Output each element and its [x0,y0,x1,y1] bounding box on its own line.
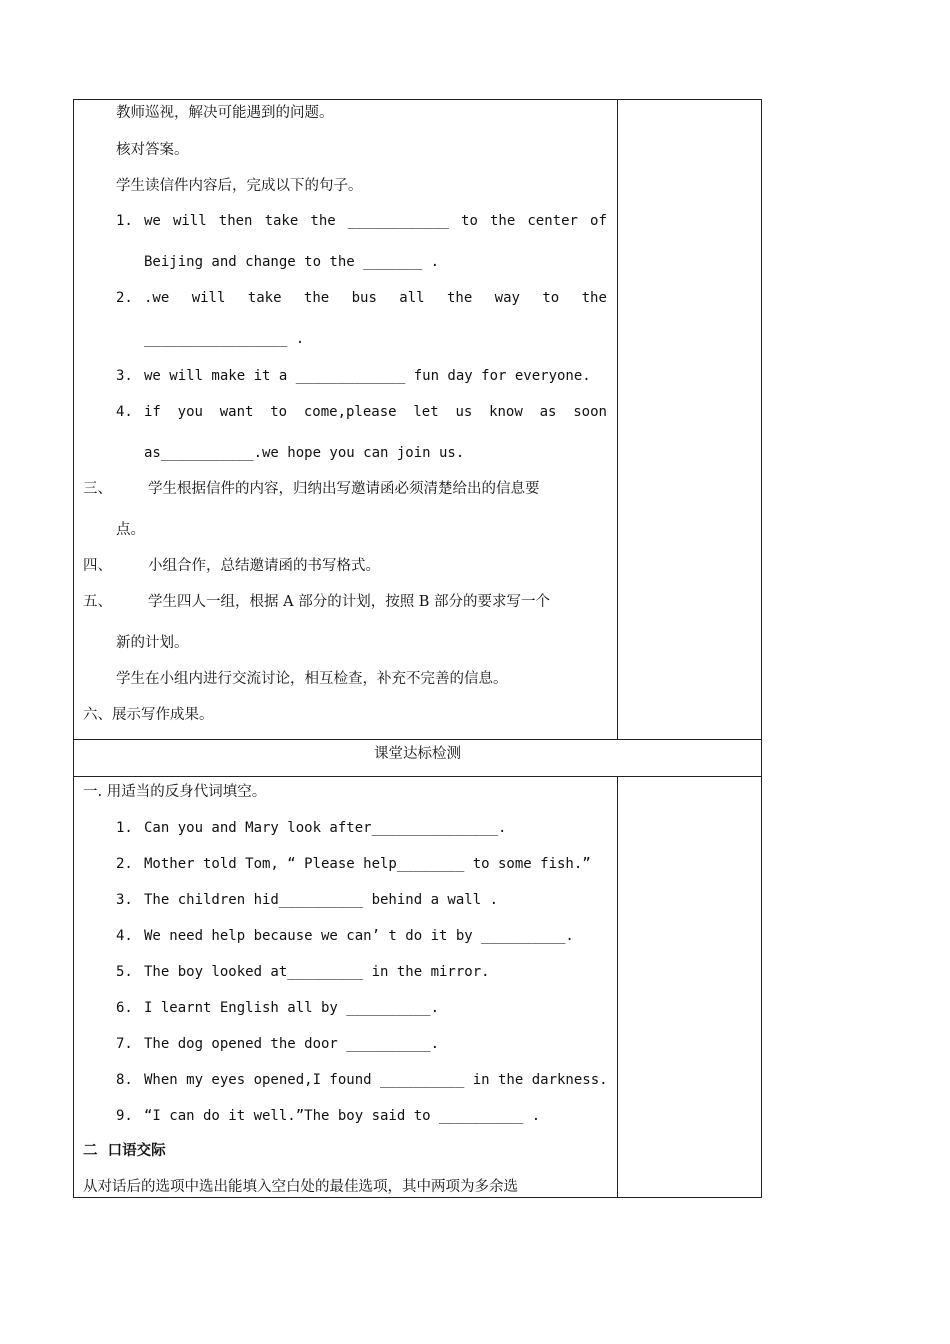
exercise-sentence: I learnt English all by __________. [144,1000,440,1016]
oral-communication-instructions: 从对话后的选项中选出能填入空白处的最佳选项，其中两项为多余选 [83,1179,518,1195]
sentence-4-line-b: as___________.we hope you can join us. [144,445,465,461]
section-3-text-cont: 点。 [116,522,145,538]
item-number: 3. [116,368,133,384]
sentence-4-line-a: if you want to come,please let us know as soon [144,404,607,420]
section-4-number: 四、 [83,558,112,574]
section-5-text-cont: 新的计划。 [116,635,189,651]
sentence-2-line-a: .we will take the bus all the way to the [144,290,607,306]
item-number: 7. [116,1036,133,1052]
item-number: 4. [116,404,133,420]
section-3-number: 三、 [83,481,112,497]
section-5-text: 学生四人一组，根据 A 部分的计划，按照 B 部分的要求写一个 [148,594,551,610]
text-read-letter: 学生读信件内容后，完成以下的句子。 [116,178,363,194]
text-check-answers: 核对答案。 [116,142,189,158]
sentence-2-line-b: _________________ . [144,331,305,347]
reflexive-pronoun-heading: 一. 用适当的反身代词填空。 [83,784,267,800]
column-divider-top [617,99,618,739]
row-divider-1 [73,739,762,740]
item-number: 8. [116,1072,133,1088]
item-number: 4. [116,928,133,944]
exercise-sentence: Can you and Mary look after_______________. [144,820,507,836]
text-teacher-patrol: 教师巡视，解决可能遇到的问题。 [116,105,334,121]
item-number: 9. [116,1108,133,1124]
item-number: 1. [116,213,133,229]
section-title: 课堂达标检测 [374,746,461,762]
item-number: 1. [116,820,133,836]
row-divider-2 [73,776,762,777]
section-5-number: 五、 [83,594,112,610]
column-divider-bottom [617,776,618,1198]
item-number: 2. [116,856,133,872]
item-number: 2. [116,290,133,306]
exercise-sentence: The dog opened the door __________. [144,1036,440,1052]
sentence-3: we will make it a _____________ fun day for everyone. [144,368,591,384]
section-6-text: 六、展示写作成果。 [83,707,214,723]
exercise-sentence: We need help because we can’ t do it by __________. [144,928,574,944]
sentence-1-line-a: we will then take the ____________ to the center of [144,213,607,229]
section-4-text: 小组合作，总结邀请函的书写格式。 [148,558,380,574]
exercise-sentence: The children hid__________ behind a wall . [144,892,499,908]
exercise-sentence: Mother told Tom, “ Please help________ to some fish.” [144,856,591,872]
section-3-text: 学生根据信件的内容，归纳出写邀请函必须清楚给出的信息要 [148,481,540,497]
exercise-sentence: When my eyes opened,I found __________ in the darkness. [144,1072,608,1088]
section-5-discussion: 学生在小组内进行交流讨论，相互检查，补充不完善的信息。 [116,671,508,687]
oral-communication-heading: 二 口语交际 [83,1143,166,1159]
item-number: 3. [116,892,133,908]
sentence-1-line-b: Beijing and change to the _______ . [144,254,440,270]
item-number: 6. [116,1000,133,1016]
exercise-sentence: “I can do it well.”The boy said to __________ . [144,1108,541,1124]
exercise-sentence: The boy looked at_________ in the mirror. [144,964,490,980]
item-number: 5. [116,964,133,980]
